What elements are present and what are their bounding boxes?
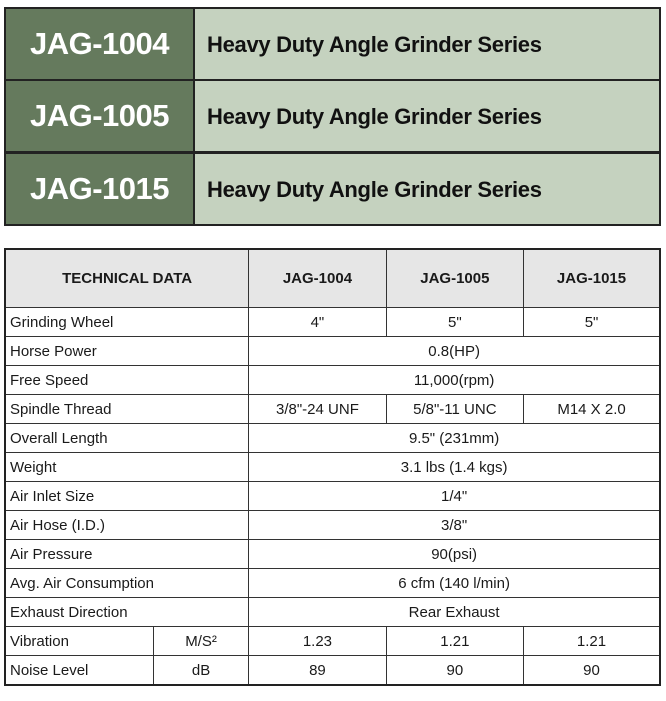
cell-value: 3/8": [249, 511, 660, 540]
table-row: [5, 656, 660, 686]
cell-value: 1.21: [524, 627, 660, 656]
unit-label: M/S²: [153, 627, 248, 656]
unit-label: dB: [153, 656, 248, 686]
cell-value: 5": [386, 308, 523, 337]
model-row: [6, 81, 659, 151]
model-header: [4, 7, 661, 226]
table-row: [5, 598, 660, 627]
table-row: [5, 366, 660, 395]
cell-value: 89: [249, 656, 386, 686]
row-label: Spindle Thread: [5, 395, 249, 424]
model-column-header: JAG-1005: [386, 249, 523, 308]
technical-data-table: [4, 248, 661, 686]
cell-value: 6 cfm (140 l/min): [249, 569, 660, 598]
cell-value: 90: [524, 656, 660, 686]
row-label: Free Speed: [5, 366, 249, 395]
cell-value: Rear Exhaust: [249, 598, 660, 627]
table-row: [5, 395, 660, 424]
row-label: Air Hose (I.D.): [5, 511, 249, 540]
cell-value: 5/8"-11 UNC: [386, 395, 523, 424]
model-row: [6, 154, 659, 224]
table-row: [5, 540, 660, 569]
model-code: JAG-1005: [6, 81, 193, 151]
table-row: [5, 627, 660, 656]
cell-value: 11,000(rpm): [249, 366, 660, 395]
series-name: Heavy Duty Angle Grinder Series: [195, 9, 659, 79]
cell-value: 3.1 lbs (1.4 kgs): [249, 453, 660, 482]
row-label: Horse Power: [5, 337, 249, 366]
table-row: [5, 511, 660, 540]
table-row: [5, 482, 660, 511]
cell-value: 1/4": [249, 482, 660, 511]
model-code: JAG-1004: [6, 9, 193, 79]
row-label: Grinding Wheel: [5, 308, 249, 337]
row-label: Noise Level: [5, 656, 153, 686]
cell-value: 90: [386, 656, 523, 686]
row-label: Overall Length: [5, 424, 249, 453]
cell-value: 9.5" (231mm): [249, 424, 660, 453]
table-row: [5, 337, 660, 366]
cell-value: 90(psi): [249, 540, 660, 569]
row-label: Air Inlet Size: [5, 482, 249, 511]
row-label: Weight: [5, 453, 249, 482]
table-row: [5, 453, 660, 482]
model-column-header: JAG-1015: [524, 249, 660, 308]
cell-value: 3/8"-24 UNF: [249, 395, 386, 424]
model-column-header: JAG-1004: [249, 249, 386, 308]
row-label: Exhaust Direction: [5, 598, 249, 627]
table-row: [5, 308, 660, 337]
technical-data-heading: TECHNICAL DATA: [5, 249, 249, 308]
cell-value: 5": [524, 308, 660, 337]
cell-value: 0.8(HP): [249, 337, 660, 366]
cell-value: M14 X 2.0: [524, 395, 660, 424]
model-row: [6, 9, 659, 79]
table-row: [5, 424, 660, 453]
row-label: Air Pressure: [5, 540, 249, 569]
cell-value: 4": [249, 308, 386, 337]
series-name: Heavy Duty Angle Grinder Series: [195, 81, 659, 151]
table-row: [5, 569, 660, 598]
table-header-row: [5, 249, 660, 308]
row-label: Vibration: [5, 627, 153, 656]
row-label: Avg. Air Consumption: [5, 569, 249, 598]
cell-value: 1.21: [386, 627, 523, 656]
cell-value: 1.23: [249, 627, 386, 656]
series-name: Heavy Duty Angle Grinder Series: [195, 154, 659, 224]
model-code: JAG-1015: [6, 154, 193, 224]
